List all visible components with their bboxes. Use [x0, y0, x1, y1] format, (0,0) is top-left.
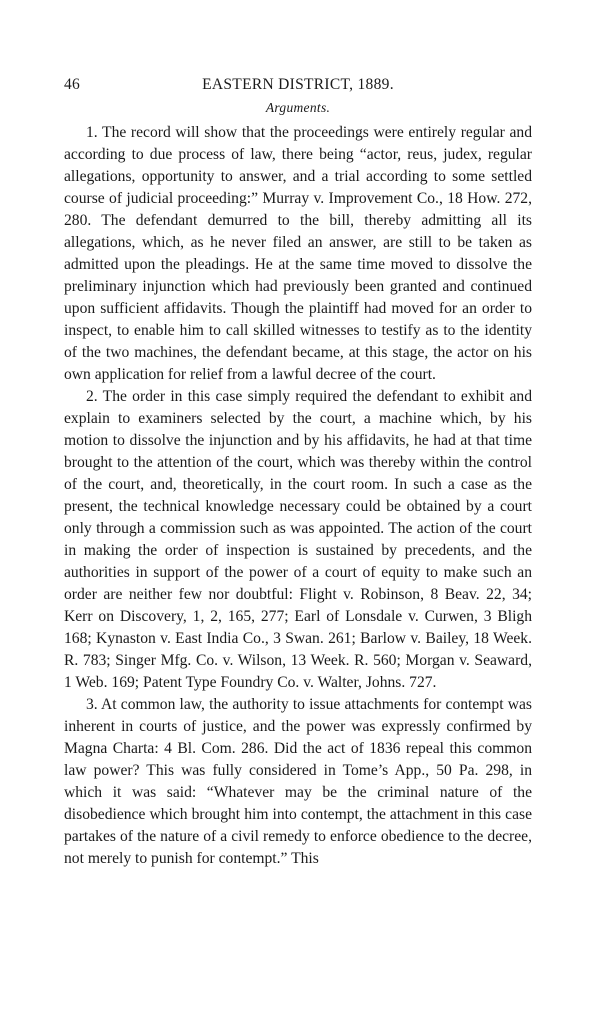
page-number: 46 — [64, 76, 81, 93]
section-title: Arguments. — [265, 100, 331, 115]
running-head: EASTERN DISTRICT, 1889. — [202, 76, 394, 93]
page-header — [64, 76, 532, 98]
document-page — [64, 76, 532, 870]
paragraph-1: 1. The record will show that the proceedings were entirely regular and according to due process of law, there being “actor, reus, judex, regular allegations, opportunity to answer, and a trial according to some settled course of judicial proceeding:” Murray v. Improvement Co., 18 How. 272, 280. The defendant demurred to the bill, thereby admitting all its allegations, which, as he never filed an answer, are still to be taken as admitted upon the pleadings. He at the same time moved to dissolve the preliminary injunction which had previously been granted and continued upon sufficient affidavits. Though the plaintiff had moved for an order to inspect, to enable him to call skilled witnesses to testify as to the identity of the two machines, the defendant became, at this stage, the actor on his own application for relief from a lawful decree of the court. — [64, 124, 532, 383]
paragraph-2: 2. The order in this case simply required the defendant to exhibit and explain to examiners selected by the court, a machine which, by his motion to dissolve the injunction and by his affidavits, he had at that time brought to the attention of the court, which was thereby within the control of the court, and, theoretically, in the court room. In such a case as the present, the technical knowledge necessary could be obtained by a court only through a commission such as was appointed. The action of the court in making the order of inspection is sustained by precedents, and the authorities in support of the power of a court of equity to make such an order are neither few nor doubtful: Flight v. Robinson, 8 Beav. 22, 34; Kerr on Discovery, 1, 2, 165, 277; Earl of Lonsdale v. Curwen, 3 Bligh 168; Kynaston v. East India Co., 3 Swan. 261; Barlow v. Bailey, 18 Week. R. 783; Singer Mfg. Co. v. Wilson, 13 Week. R. 560; Morgan v. Seaward, 1 Web. 169; Patent Type Foundry Co. v. Walter, Johns. 727. — [64, 388, 532, 691]
paragraph-3: 3. At common law, the authority to issue attachments for contempt was inherent in courts of justice, and the power was expressly confirmed by Magna Charta: 4 Bl. Com. 286. Did the act of 1836 repeal this common law power? This was fully considered in Tome’s App., 50 Pa. 298, in which it was said: “Whatever may be the criminal nature of the disobedience which brought him into contempt, the attachment in this case partakes of the nature of a civil remedy to enforce obedience to the decree, not merely to punish for contempt.” This — [64, 696, 532, 867]
body-text — [64, 122, 532, 870]
